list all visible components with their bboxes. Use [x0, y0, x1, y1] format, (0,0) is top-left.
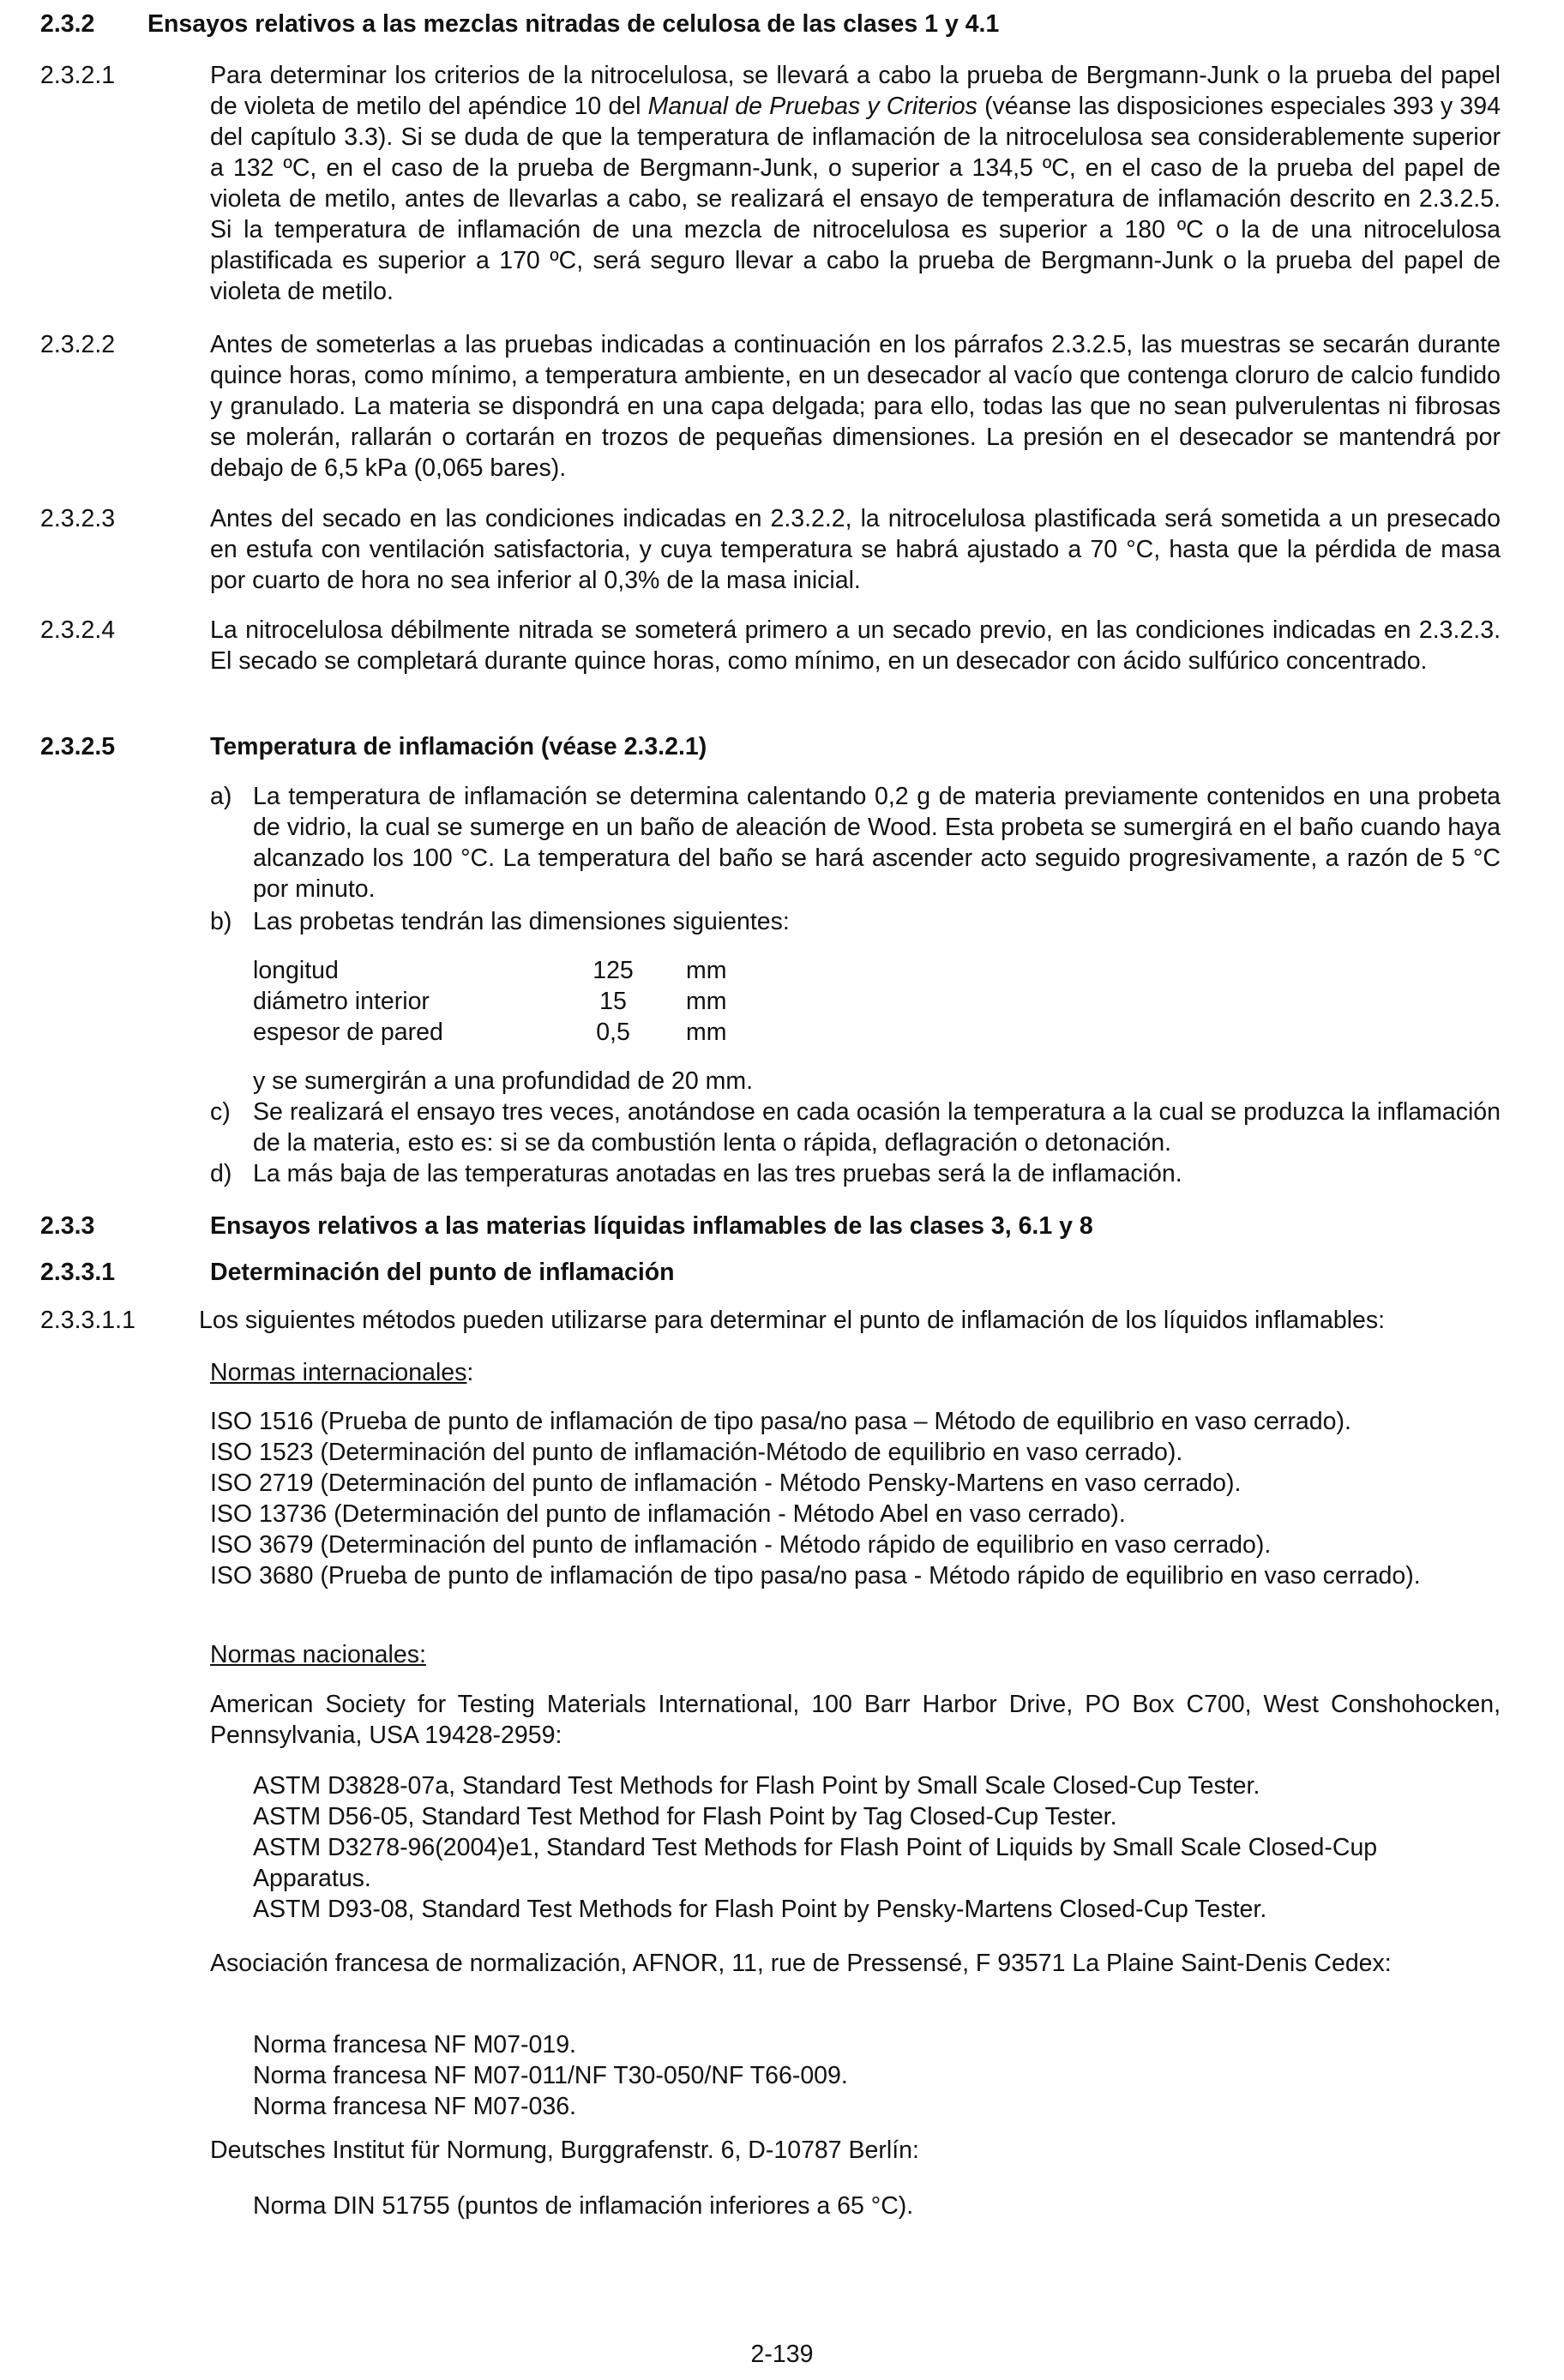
dim-name: diámetro interior	[253, 988, 430, 1015]
list-text: Las probetas tendrán las dimensiones siguientes:	[253, 908, 790, 935]
astm-list	[253, 1770, 1501, 1925]
standard-item: ISO 3679 (Determinación del punto de inflamación - Método rápido de equilibrio en vaso cerrado).	[210, 1531, 1272, 1559]
heading-text: Normas internacionales	[210, 1359, 467, 1386]
paragraph-23311: Los siguientes métodos pueden utilizarse para determinar el punto de inflamación de los líquidos inflamables:	[199, 1307, 1386, 1334]
standard-item: ASTM D3278-96(2004)e1, Standard Test Methods for Flash Point of Liquids by Small Scale Closed-Cup Apparatus.	[253, 1834, 1378, 1892]
manual-title: Manual de Pruebas y Criterios	[647, 93, 977, 120]
standard-item: ASTM D56-05, Standard Test Method for Flash Point by Tag Closed-Cup Tester.	[253, 1803, 1117, 1830]
paragraph-2321	[210, 60, 1501, 307]
paragraph-number: 2.3.2.5	[40, 733, 116, 760]
dim-unit: mm	[686, 988, 727, 1015]
standard-item: ASTM D3828-07a, Standard Test Methods for Flash Point by Small Scale Closed-Cup Tester.	[253, 1772, 1260, 1800]
paragraph-2323: Antes del secado en las condiciones indicadas en 2.3.2.2, la nitrocelulosa plastificada será sometida a un presecado en estufa con ventilación satisfactoria, y cuya temperatura se habrá ajustado a 70 °C, hasta que la pérdida de masa por cuarto de hora no sea inferior al 0,3% de la masa inicial.	[210, 505, 1501, 594]
standard-item: ISO 13736 (Determinación del punto de inflamación - Método Abel en vaso cerrado).	[210, 1500, 1126, 1528]
list-text: La más baja de las temperaturas anotadas en las tres pruebas será la de inflamación.	[253, 1160, 1182, 1187]
list-text: La temperatura de inflamación se determina calentando 0,2 g de materia previamente contenidos en una probeta de vidrio, la cual se sumerge en un baño de aleación de Wood. Esta probeta se sumergirá en el baño cuando haya alcanzado los 100 °C. La temperatura del baño se hará ascender acto seguido progresivamente, a razón de 5 °C por minuto.	[253, 783, 1501, 903]
paragraph-number: 2.3.2.4	[40, 616, 116, 644]
standard-item: Norma francesa NF M07-036.	[253, 2093, 576, 2120]
dim-value: 125	[593, 957, 634, 984]
section-number: 2.3.3	[40, 1212, 95, 1240]
paragraph-number: 2.3.2.3	[40, 505, 116, 532]
paragraph-text: (véanse las disposiciones especiales 393 y 394 del capítulo 3.3). Si se duda de que la temperatura de inflamación de la nitrocelulosa sea considerablemente superior a 132 ºC, en el caso de la prueba de Bergmann-Junk, o superior a 134,5 ºC, en el caso de la prueba del papel de violeta de metilo, antes de llevarlas a cabo, se realizará el ensayo de temperatura de inflamación descrito en 2.3.2.5. Si la temperatura de inflamación de una mezcla de nitrocelulosa es superior a 180 ºC o la de una nitrocelulosa plastificada es superior a 170 ºC, será seguro llevar a cabo la prueba de Bergmann-Junk o la prueba del papel de violeta de metilo.	[210, 93, 1501, 305]
standard-item: ISO 2719 (Determinación del punto de inflamación - Método Pensky-Martens en vaso cerrado).	[210, 1469, 1242, 1497]
din-organization: Deutsches Institut für Normung, Burggrafenstr. 6, D-10787 Berlín:	[210, 2137, 919, 2164]
list-label: c)	[210, 1098, 231, 1126]
standard-item: ASTM D93-08, Standard Test Methods for Flash Point by Pensky-Martens Closed-Cup Tester.	[253, 1896, 1267, 1923]
standard-item: ISO 3680 (Prueba de punto de inflamación de tipo pasa/no pasa - Método rápido de equilibrio en vaso cerrado).	[210, 1562, 1421, 1590]
section-number: 2.3.3.1	[40, 1259, 116, 1286]
paragraph-2324: La nitrocelulosa débilmente nitrada se someterá primero a un secado previo, en las condiciones indicadas en 2.3.2.3. El secado se completará durante quince horas, como mínimo, en un desecador con ácido sulfúrico concentrado.	[210, 616, 1501, 675]
standard-item: Norma DIN 51755 (puntos de inflamación inferiores a 65 °C).	[253, 2192, 914, 2220]
intl-standards-list	[210, 1406, 1501, 1591]
dim-unit: mm	[686, 957, 727, 984]
dimensions-note: y se sumergirán a una profundidad de 20 mm.	[253, 1067, 753, 1095]
paragraph-text: Para determinar los criterios de la nitrocelulosa, se llevará a cabo la prueba de Bergmann-Junk o la prueba del papel de violeta de metilo del apéndice 10 del	[210, 62, 1501, 120]
list-label: a)	[210, 783, 232, 810]
dim-name: longitud	[253, 957, 339, 984]
list-label: b)	[210, 908, 232, 935]
page-number: 2-139	[750, 2341, 814, 2368]
list-label: d)	[210, 1160, 232, 1187]
afnor-list	[253, 2029, 1501, 2122]
dim-value: 15	[599, 988, 627, 1015]
section-title: Determinación del punto de inflamación	[210, 1259, 675, 1286]
dim-name: espesor de pared	[253, 1019, 443, 1046]
list-text: Se realizará el ensayo tres veces, anotándose en cada ocasión la temperatura a la cual se produzca la inflamación de la materia, esto es: si se da combustión lenta o rápida, deflagración o detonación.	[253, 1098, 1501, 1157]
afnor-organization: Asociación francesa de normalización, AFNOR, 11, rue de Pressensé, F 93571 La Plaine Saint-Denis Cedex:	[210, 1950, 1392, 1977]
dim-value: 0,5	[596, 1019, 630, 1046]
section-title: Ensayos relativos a las mezclas nitradas de celulosa de las clases 1 y 4.1	[147, 10, 1000, 38]
paragraph-title: Temperatura de inflamación (véase 2.3.2.1)	[210, 733, 707, 760]
paragraph-number: 2.3.2.1	[40, 62, 116, 89]
standard-item: Norma francesa NF M07-011/NF T30-050/NF T66-009.	[253, 2062, 848, 2089]
standard-item: Norma francesa NF M07-019.	[253, 2031, 576, 2058]
section-number: 2.3.2	[40, 10, 95, 38]
section-title: Ensayos relativos a las materias líquidas inflamables de las clases 3, 6.1 y 8	[210, 1212, 1093, 1240]
paragraph-number: 2.3.2.2	[40, 331, 116, 358]
paragraph-2322: Antes de someterlas a las pruebas indicadas a continuación en los párrafos 2.3.2.5, las muestras se secarán durante quince horas, como mínimo, a temperatura ambiente, en un desecador al vacío que contenga cloruro de calcio fundido y granulado. La materia se dispondrá en una capa delgada; para ello, todas las que no sean pulverulentas ni fibrosas se molerán, rallarán o cortarán en trozos de pequeñas dimensiones. La presión en el desecador se mantendrá por debajo de 6,5 kPa (0,065 bares).	[210, 331, 1501, 482]
heading-suffix: :	[466, 1359, 474, 1386]
intl-standards-heading	[210, 1357, 473, 1388]
astm-organization: American Society for Testing Materials International, 100 Barr Harbor Drive, PO Box C700, West Conshohocken, Pennsylvania, USA 19428-2959:	[210, 1691, 1501, 1749]
paragraph-number: 2.3.3.1.1	[40, 1307, 135, 1334]
standard-item: ISO 1523 (Determinación del punto de inflamación-Método de equilibrio en vaso cerrado).	[210, 1439, 1183, 1466]
dim-unit: mm	[686, 1019, 727, 1046]
din-list	[253, 2191, 1501, 2221]
natl-standards-heading: Normas nacionales:	[210, 1641, 426, 1668]
standard-item: ISO 1516 (Prueba de punto de inflamación de tipo pasa/no pasa – Método de equilibrio en vaso cerrado).	[210, 1408, 1351, 1435]
